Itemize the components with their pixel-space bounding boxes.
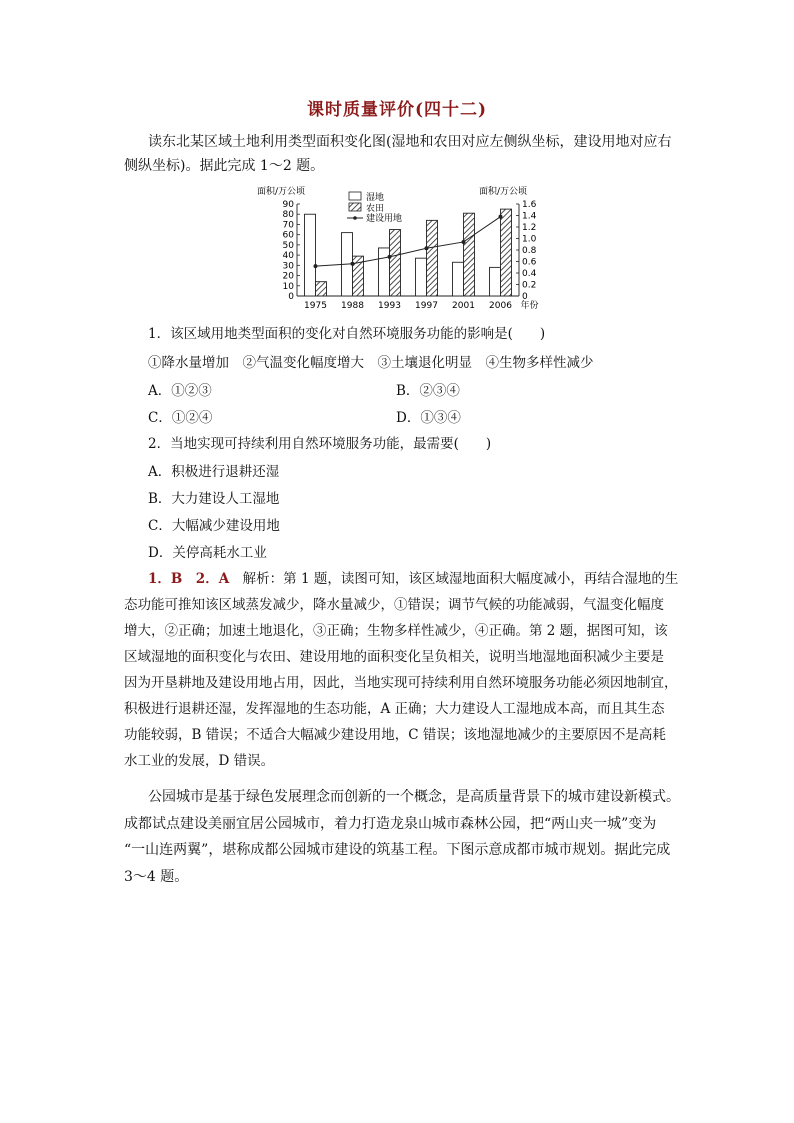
legend [347,191,402,224]
left-tick-label: 20 [282,271,294,282]
explanation-line-8: 水工业的发展，D 错误。 [124,753,275,769]
construction-point-2001 [462,240,466,244]
bar-wetland-1975 [305,214,316,296]
explanation-line-2: 态功能可推知该区域蒸发减少，降水量减少，①错误；调节气候的功能减弱，气温变化幅度 [124,597,664,613]
construction-point-2006 [499,215,503,219]
x-tick-label: 1988 [341,301,364,310]
x-axis-suffix: 年份 [520,301,539,310]
explanation-line-5: 因为开垦耕地及建设用地占用，因此，当地实现可持续利用自然环境服务功能必须因地制宜， [124,675,678,691]
left-tick-label: 90 [282,200,294,210]
bar-wetland-1993 [379,248,390,296]
right-tick-label: 1.2 [522,223,537,233]
construction-point-1988 [351,262,355,266]
x-tick-label: 1975 [304,301,327,310]
right-tick-label: 0.2 [522,280,537,291]
bar-wetland-2006 [490,267,501,296]
question-1-items: ①降水量增加 ②气温变化幅度增大 ③土壤退化明显 ④生物多样性减少 [148,355,594,371]
x-tick-label: 1997 [415,301,438,310]
question-1-option-c: C．①②④ [148,410,213,426]
passage-line-1: 公园城市是基于绿色发展理念而创新的一个概念，是高质量背景下的城市建设新模式。 [148,789,680,805]
page-title: 课时质量评价(四十二) [306,100,488,120]
x-tick-label: 2006 [489,301,512,310]
bar-farmland-1997 [427,220,438,296]
question-2-stem: 2．当地实现可持续利用自然环境服务功能，最需要( ) [148,436,492,452]
question-1-option-d: D．①③④ [396,410,461,426]
legend-swatch-wetland [349,192,361,200]
bar-wetland-1997 [416,258,427,296]
answer-key: 1．B 2．A [148,571,230,587]
right-tick-label: 0.4 [522,269,537,279]
left-tick-label: 10 [282,281,294,292]
land-use-chart [255,182,545,310]
right-tick-label: 0.6 [522,257,537,268]
bar-wetland-2001 [453,262,464,296]
explanation-line-7: 功能较弱，B 错误；不适合大幅减少建设用地，C 错误；该地湿地减少的主要原因不是高耗 [124,727,666,743]
left-tick-label: 50 [282,240,294,251]
left-tick-label: 0 [288,292,294,302]
explanation-line-1: 解析：第 1 题，读图可知，该区域湿地面积大幅度减小，再结合湿地的生 [242,571,679,587]
explanation-line-3: 增大，②正确；加速土地退化，③正确；生物多样性减少，④正确。第 2 题，据图可知，该 [124,623,668,639]
left-tick-label: 60 [282,230,294,241]
left-tick-label: 80 [282,210,294,221]
passage-line-4: 3～4 题。 [124,868,189,885]
intro-line-2: 侧纵坐标)。据此完成 1～2 题。 [124,158,325,174]
question-1-option-b: B．②③④ [396,383,460,399]
right-tick-label: 1.0 [522,234,537,245]
intro-line-1: 读东北某区域土地利用类型面积变化图(湿地和农田对应左侧纵坐标，建设用地对应右 [148,134,672,150]
x-tick-label: 2001 [452,301,475,310]
right-tick-label: 1.6 [522,200,537,210]
left-tick-label: 70 [282,220,294,231]
explanation-line-4: 区域湿地的面积变化与农田、建设用地的面积变化呈负相关，说明当地湿地面积减少主要是 [124,649,664,665]
question-2-option-c: C．大幅减少建设用地 [148,518,280,534]
bar-farmland-1993 [390,230,401,296]
passage-line-2: 成都试点建设美丽宜居公园城市，着力打造龙泉山城市森林公园，把“两山夹一城”变为 [124,815,657,832]
right-tick-label: 0.8 [522,246,537,256]
construction-point-1993 [388,255,392,259]
legend-farmland: 农田 [366,204,385,214]
right-tick-label: 0 [522,292,528,302]
bar-farmland-2001 [464,213,475,296]
right-tick-label: 1.4 [522,211,537,222]
construction-point-1997 [425,246,429,250]
question-1-stem: 1．该区域用地类型面积的变化对自然环境服务功能的影响是( ) [148,326,546,342]
question-2-option-b: B．大力建设人工湿地 [148,491,280,507]
x-tick-label: 1993 [378,301,401,310]
left-tick-label: 40 [282,251,294,262]
question-2-option-d: D．关停高耗水工业 [148,545,267,561]
question-1-option-a: A．①②③ [148,383,212,399]
reading-passage-3-4 [124,784,684,890]
explanation-line-6: 积极进行退耕还湿，发挥湿地的生态功能，A 正确；大力建设人工湿地成本高，而且其生态 [124,701,665,717]
answer-explanation [124,566,684,774]
legend-wetland: 湿地 [366,193,385,203]
question-2-option-a: A．积极进行退耕还湿 [148,464,280,480]
legend-swatch-farmland [349,203,361,211]
left-tick-label: 30 [282,261,294,272]
construction-point-1975 [314,264,318,268]
left-axis-label: 面积/万公顷 [257,187,306,197]
passage-line-3: “一山连两翼”，堪称成都公园城市建设的筑基工程。下图示意成都市城市规划。据此完成 [124,842,671,858]
legend-construction: 建设用地 [366,214,403,224]
right-axis-label: 面积/万公顷 [479,187,528,197]
bar-farmland-2006 [501,209,512,296]
bar-farmland-1975 [316,282,327,296]
